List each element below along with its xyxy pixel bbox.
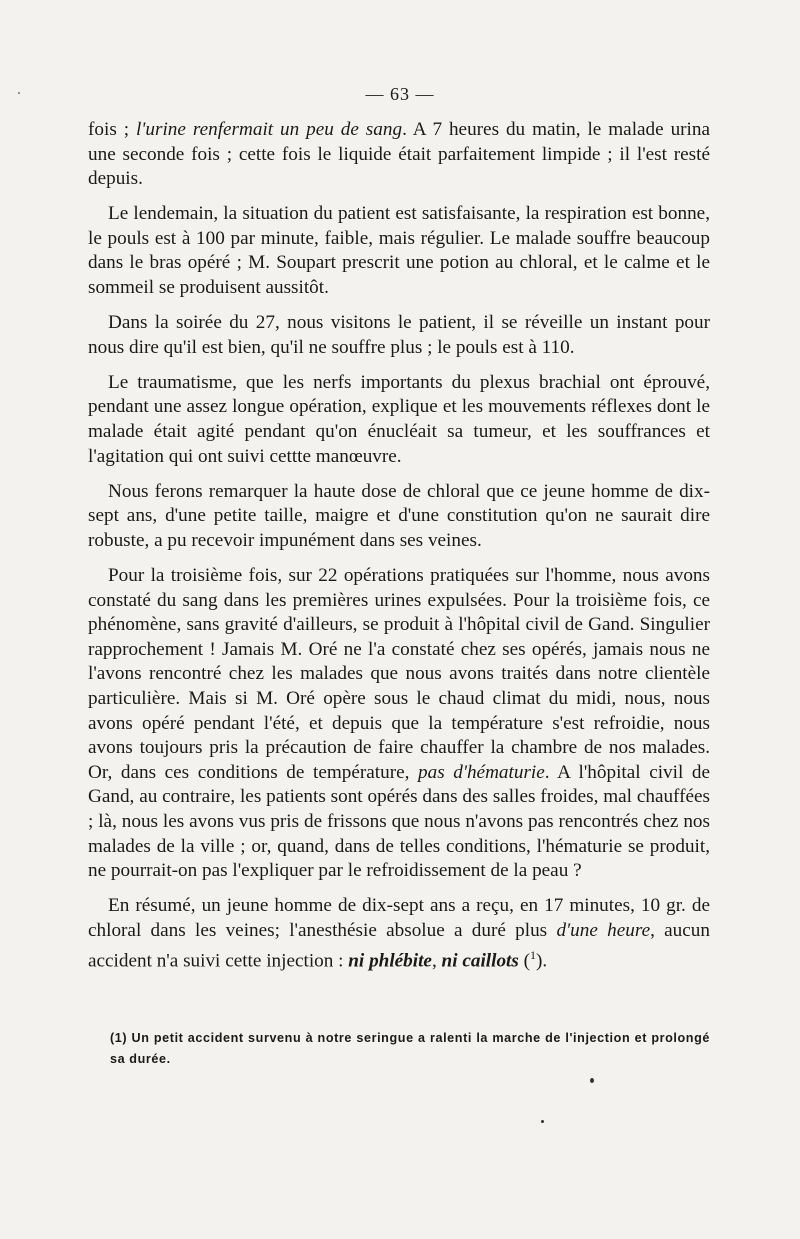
text-segment: , xyxy=(431,950,442,972)
paragraph-7 xyxy=(88,894,710,974)
footnote: (1) Un petit accident survenu à notre seringue a ralenti la marche de l'injection et prolongé sa durée. xyxy=(110,1031,710,1066)
text-segment: . A 7 heures du matin, le malade urina une seconde fois ; cette fois le liquide était parfaitement limpide ; il l'est resté depuis. xyxy=(88,119,710,190)
text-segment: ). xyxy=(536,950,548,972)
text-segment: Pour la troisième fois, sur 22 opérations pratiquées sur l'homme, nous avons constaté du sang dans les premières urines expulsées. Pour la troisième fois, ce phénomène, sans gravité d'ailleurs, se produit à l'hôpital civil de Gand. Singulier rapprochement ! Jamais M. Oré ne l'a constaté chez ses opérés, jamais nous ne l'avons rencontré chez les malades que nous avons traités dans notre clientèle particulière. Mais si M. Oré opère sous le chaud climat du midi, nous, nous avons opéré pendant l'été, et depuis que la température s'est refroidie, nous avons toujours pris la précaution de faire chauffer la chambre de nos malades. Or, dans ces conditions de température, xyxy=(88,565,710,783)
text-segment: . A l'hôpital civil de Gand, au contraire, les patients sont opérés dans des salles froides, mal chauffées ; là, nous les avons vus pris de frissons que nous n'avons pas rencontrés chez nos malades de la ville ; or, quand, dans de telles conditions, l'hématurie se produit, ne pourrait-on pas l'expliquer par le refroidissement de la peau ? xyxy=(88,761,711,882)
paragraph-2 xyxy=(88,202,710,300)
ink-speck xyxy=(18,92,20,94)
page-number: — 63 — xyxy=(365,84,435,104)
text-segment: Le traumatisme, que les nerfs importants du plexus brachial ont éprouvé, pendant une assez longue opération, explique et les mouvements réflexes dont le malade était agité pendant qu'on énucléait sa tumeur, et les souffrances et l'agitation qui ont suivi cettte manœuvre. xyxy=(88,371,710,467)
text-segment: pas d'hématurie xyxy=(418,761,545,783)
paragraph-3 xyxy=(88,311,710,360)
ink-speck xyxy=(590,1078,594,1083)
text-segment: fois ; xyxy=(88,119,136,140)
paragraph-1 xyxy=(88,118,710,192)
text-segment: ni caillots xyxy=(441,950,519,972)
paragraph-6 xyxy=(88,564,710,884)
body-text xyxy=(88,118,710,985)
text-segment: d'une heure xyxy=(556,919,651,941)
text-segment: ni phlébite xyxy=(348,950,432,972)
text-segment: Nous ferons remarquer la haute dose de chloral que ce jeune homme de dix-sept ans, d'une petite taille, maigre et d'une constitution qu'on ne saurait dire robuste, a pu recevoir impunément dans ses veines. xyxy=(88,480,710,551)
paragraph-5 xyxy=(88,480,710,554)
text-segment: , aucun accident n'a suivi cette injection : xyxy=(88,919,710,972)
text-segment: l'urine renfermait un peu de sang xyxy=(135,119,403,140)
ink-speck xyxy=(541,1120,544,1123)
text-segment: Le lendemain, la situation du patient est satisfaisante, la respiration est bonne, le pouls est à 100 par minute, faible, mais régulier. Le malade souffre beaucoup dans le bras opéré ; M. Soupart prescrit une potion au chloral, et le calme et le sommeil se produisent aussitôt. xyxy=(88,203,710,299)
text-segment: Dans la soirée du 27, nous visitons le patient, il se réveille un instant pour nous dire qu'il est bien, qu'il ne souffre plus ; le pouls est à 110. xyxy=(88,312,710,358)
text-segment: 1 xyxy=(530,948,537,963)
text-segment: En résumé, un jeune homme de dix-sept ans a reçu, en 17 minutes, 10 gr. de chloral dans les veines; l'anesthésie absolue a duré plus xyxy=(88,895,710,941)
paragraph-4 xyxy=(88,371,710,469)
text-segment: ( xyxy=(518,950,531,972)
